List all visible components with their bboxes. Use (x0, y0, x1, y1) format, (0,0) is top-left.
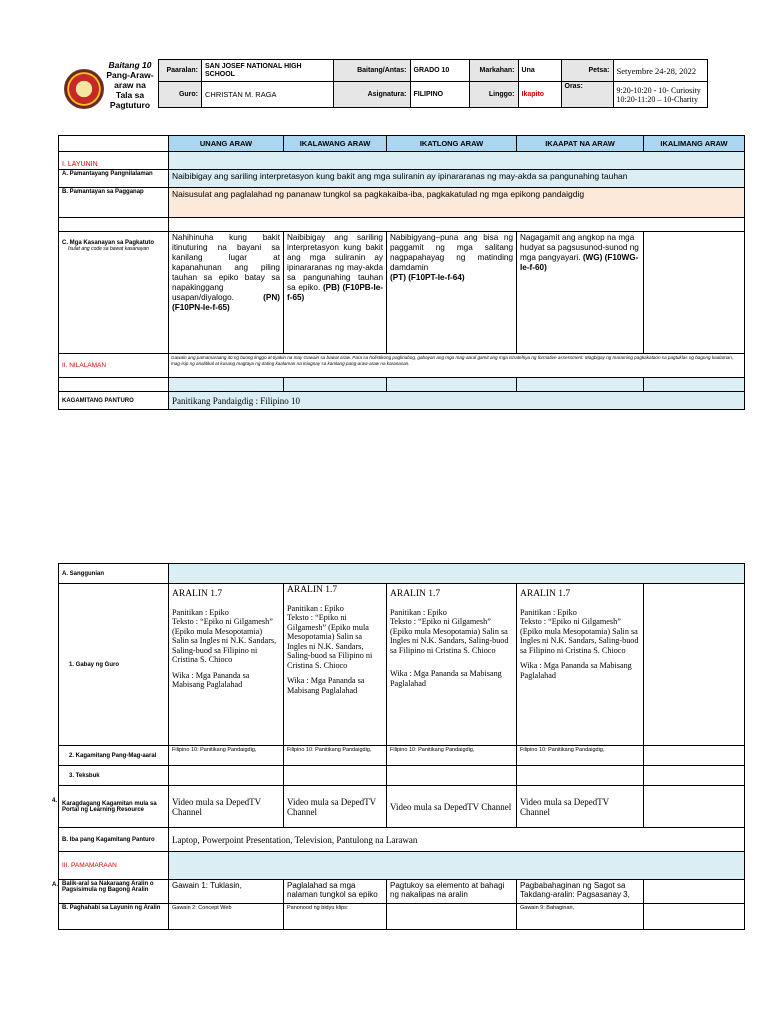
balik-aral-day3: Pagtukoy sa elemento at bahagi ng nakalipas na aralin (387, 880, 517, 904)
linggo-label: Linggo: (469, 82, 518, 108)
balik-aral-day5 (644, 880, 745, 904)
gabay-guro-day4 (517, 584, 644, 746)
layunin-label: I. LAYUNIN (59, 152, 169, 170)
teksbuk-day1 (169, 766, 284, 786)
pamamaraan-band (169, 852, 745, 880)
kasanayan-day3-text: Nabibigyang–puna ang bisa ng paggamit ng mga salitang nagpapahayag ng matinding damdamin (390, 233, 513, 272)
aralin-body: Panitikan : Epiko Teksto : “Epiko ni Gilgamesh” (Epiko mula Mesopotamia) Salin sa Ingles ni N.K. Sandars, Saling-buod sa Filipino ni Cristina S. Chioco (520, 607, 639, 655)
gabay-guro-day3 (387, 584, 517, 746)
asignatura-value: FILIPINO (410, 82, 469, 108)
doc-title (104, 60, 156, 110)
kasanayan-day3-code: (PT) (F10PT-Ie-f-64) (390, 273, 465, 282)
day-header: IKATLONG ARAW (387, 136, 517, 152)
spacer-cell (59, 218, 169, 232)
lesson-plan-table-2 (52, 563, 745, 930)
kagamitang-mag-aaral-label: 2. Kagamitang Pang-Mag-aaral (59, 746, 169, 766)
markahan-value: Una (518, 60, 561, 82)
aralin-wika: Wika : Mga Pananda sa Mabisang Paglalahad (520, 661, 632, 680)
kagamitang-mag-aaral-day1: Filipino 10: Panitikang Pandaigdig, (169, 746, 284, 766)
gabay-guro-day1 (169, 584, 284, 746)
lesson-plan-table-1 (58, 135, 745, 410)
aralin-body: Panitikan : Epiko Teksto : “Epiko ni Gilgamesh” (Epiko mula Mesopotamia) Salin sa Ingles ni N.K. Sandars, Saling-buod sa Filipino ni Cristina S. Chioco (390, 607, 509, 655)
kasanayan-day1-code: (PN) (F10PN-Ie-f-65) (172, 293, 280, 312)
pamantayang-pangnilalaman-text: Naibibigay ang sariling interpretasyon kung bakit ang mga suliranin ay ipinararanas ng may-akda sa pangunahing tauhan (169, 170, 745, 188)
paaralan-value: SAN JOSEF NATIONAL HIGH SCHOOL (202, 60, 334, 82)
balik-text: Balik-aral sa Nakaraang Aralin o Pagsisimula ng Bagong Aralin (62, 881, 154, 893)
spacer-cell (169, 218, 745, 232)
aralin-wika: Wika : Mga Pananda sa Mabisang Paglalahad (390, 669, 502, 688)
balik-aral-day1: Gawain 1: Tuklasin, (169, 880, 284, 904)
balik-aral-day2: Paglalahad sa mga nalaman tungkol sa epiko (284, 880, 387, 904)
kagamitang-panturo-text: Panitikang Pandaigdig : Filipino 10 (169, 392, 745, 410)
teksbuk-day2 (284, 766, 387, 786)
teksbuk-day3 (387, 766, 517, 786)
aralin-title: ARALIN 1.7 (390, 589, 441, 599)
paaralan-label: Paaralan: (159, 60, 202, 82)
spacer-cell (387, 378, 517, 392)
gabay-guro-label: 1. Gabay ng Guro (59, 584, 169, 746)
asignatura-label: Asignatura: (333, 82, 410, 108)
kasanayan-day5 (644, 232, 745, 354)
nilalaman-label: II. NILALAMAN (59, 354, 169, 378)
oras-line-1: 9:20-10:20 - 10- Curiosity (616, 85, 701, 95)
day-header: IKALIMANG ARAW (644, 136, 745, 152)
pamantayan-pagganap-label: B. Pamantayan sa Pagganap (59, 188, 169, 218)
portal-day2: Video mula sa DepedTV Channel (284, 786, 387, 828)
aralin-body: Panitikan : Epiko Teksto : “Epiko ni Gilgamesh” (Epiko mula Mesopotamia) Salin sa Ingles ni N.K. Sandars, Saling-buod sa Filipino ni Cristina S. Chioco (172, 607, 277, 664)
kagamitang-mag-aaral-day4: Filipino 10: Panitikang Pandaigdig, (517, 746, 644, 766)
kasanayan-day1 (169, 232, 284, 354)
corner-cell (59, 136, 169, 152)
spacer-cell (517, 378, 644, 392)
aralin-wika: Wika : Mga Pananda sa Mabisang Paglalahad (287, 676, 365, 695)
kasanayan-subtitle: Isulat ang code sa bawat kasanayan (68, 246, 149, 252)
kasanayan-day2 (284, 232, 387, 354)
iba-kagamitang-label: B. Iba pang Kagamitang Panturo (59, 828, 169, 852)
kagamitang-mag-aaral-day5 (644, 746, 745, 766)
portal-day4: Video mula sa DepedTV Channel (517, 786, 644, 828)
guro-label: Guro: (159, 82, 202, 108)
aralin-wika: Wika : Mga Pananda sa Mabisang Paglalahad (172, 670, 250, 689)
kasanayan-day4 (517, 232, 644, 354)
baitang-label: Baitang/Antas: (333, 60, 410, 82)
pamantayan-pagganap-text: Naisusulat ang paglalahad ng pananaw tungkol sa pagkakaiba-iba, pagkakatulad ng mga epikong pandaigdig (169, 188, 745, 218)
nilalaman-note: Gawain ang pamamaraang ito ng buong linggo at tiyakin na may Gawain sa bawat araw. Para sa holistikong paglinubog, gabayan ang mga mag-aaral gamit ang mga istratehiya ng formative assessment. Magbigay ng maraming pagkakataon sa pagtuklas ng bagong kaalaman, mag-isip ng analitikal at kusang magtaya ng dating kaalaman na iniugnay sa kanilang pang-araw-araw na karanasan. (169, 354, 745, 378)
portal-label (52, 786, 169, 828)
kasanayan-day4-text: Nagagamit ang angkop na mga hudyat sa pagsusunod-sunod ng mga pangyayari. (520, 233, 639, 262)
pamamaraan-label: III. PAMAMARAAN (59, 852, 169, 880)
teksbuk-day4 (517, 766, 644, 786)
doc-title-line: araw na (114, 80, 146, 90)
petsa-value: Setyembre 24-28, 2022 (613, 60, 707, 82)
kasanayan-day3 (387, 232, 517, 354)
kasanayan-day4-code: (WG) (F10WG-Ie-f-60) (520, 253, 639, 272)
layunin-band (169, 152, 745, 170)
day-header: UNANG ARAW (169, 136, 284, 152)
kasanayan-day2-text: Naibibigay ang sariling interpretasyon kung bakit ang mga suliranin ay ipinararanas ng may-akda sa pangunahing tauhan sa epiko. (287, 233, 383, 292)
sanggunian-label: A. Sanggunian (59, 564, 169, 584)
oras-value (613, 82, 707, 108)
portal-text: Karagdagang Kagamitan mula sa Portal ng Learning Resource (62, 800, 157, 813)
aralin-title: ARALIN 1.7 (287, 585, 338, 595)
oras-line-2: 10:20-11:20 – 10-Charity (616, 94, 698, 104)
balik-num: A. (52, 882, 58, 888)
spacer-cell (169, 378, 284, 392)
spacer-cell (284, 378, 387, 392)
iba-kagamitang-text: Laptop, Powerpoint Presentation, Television, Pantulong na Larawan (169, 828, 745, 852)
balik-aral-label (52, 880, 169, 904)
spacer-cell (59, 378, 169, 392)
kasanayan-title: C. Mga Kasanayan sa Pagkatuto (62, 240, 155, 246)
portal-day5 (644, 786, 745, 828)
teksbuk-label: 3. Teksbuk (59, 766, 169, 786)
doc-title-line: Pang-Araw- (106, 70, 154, 80)
kagamitang-panturo-label: KAGAMITANG PANTURO (59, 392, 169, 410)
doc-title-line: Baitang 10 (108, 60, 152, 70)
portal-day3: Video mula sa DepedTV Channel (387, 786, 517, 828)
kagamitang-mag-aaral-day3: Filipino 10: Panitikang Pandaigdig, (387, 746, 517, 766)
kasanayan-day1-text: Nahihinuha kung bakit itinuturing na bayani sa kanilang lugar at kapanahunan ang piling tauhan sa epiko batay sa napakinggang usapan/diyalogo. (172, 233, 280, 302)
paghahabi-day1: Gawain 2: Concept Web (169, 904, 284, 930)
balik-aral-day4: Pagbabahaginan ng Sagot sa Takdang-aralin: Pagsasanay 3, (517, 880, 644, 904)
day-header: IKAAPAT NA ARAW (517, 136, 644, 152)
linggo-value: Ikapito (518, 82, 561, 108)
school-seal-icon (64, 69, 104, 109)
sanggunian-band (169, 564, 745, 584)
doc-title-line: Pagtuturo (109, 100, 151, 110)
doc-title-line: Tala sa (115, 90, 145, 100)
aralin-title: ARALIN 1.7 (520, 589, 571, 599)
pamantayang-pangnilalaman-label: A. Pamantayang Pangnilalaman (59, 170, 169, 188)
spacer-cell (644, 378, 745, 392)
kasanayan-day2-code: (PB) (F10PB-Ie-f-65) (287, 283, 383, 302)
paghahabi-day2: Panonood ng bidyu klips: (284, 904, 387, 930)
guro-value: CHRISTAN M. RAGA (202, 82, 334, 108)
baitang-value: GRADO 10 (410, 60, 469, 82)
paghahabi-label: B. Paghahabi sa Layunin ng Aralin (59, 904, 169, 930)
gabay-guro-day2 (284, 584, 387, 746)
petsa-label: Petsa: (561, 60, 613, 82)
aralin-body: Panitikan : Epiko Teksto : “Epiko ni Gilgamesh” (Epiko mula Mesopotamia) Salin sa Ingles ni N.K. Sandars, Saling-buod sa Filipino ni Cristina S. Chioco (287, 603, 373, 670)
paghahabi-day5 (644, 904, 745, 930)
kasanayan-label (59, 232, 169, 354)
oras-label: Oras: (561, 82, 613, 108)
kagamitang-mag-aaral-day2: Filipino 10: Panitikang Pandaigdig, (284, 746, 387, 766)
paghahabi-day3 (387, 904, 517, 930)
portal-num: 4. (52, 798, 58, 804)
gabay-guro-day5 (644, 584, 745, 746)
markahan-label: Markahan: (469, 60, 518, 82)
header-table (158, 59, 708, 108)
portal-day1: Video mula sa DepedTV Channel (169, 786, 284, 828)
teksbuk-day5 (644, 766, 745, 786)
paghahabi-day4: Gawain 9: Bahaginan, (517, 904, 644, 930)
day-header: IKALAWANG ARAW (284, 136, 387, 152)
aralin-title: ARALIN 1.7 (172, 589, 223, 599)
